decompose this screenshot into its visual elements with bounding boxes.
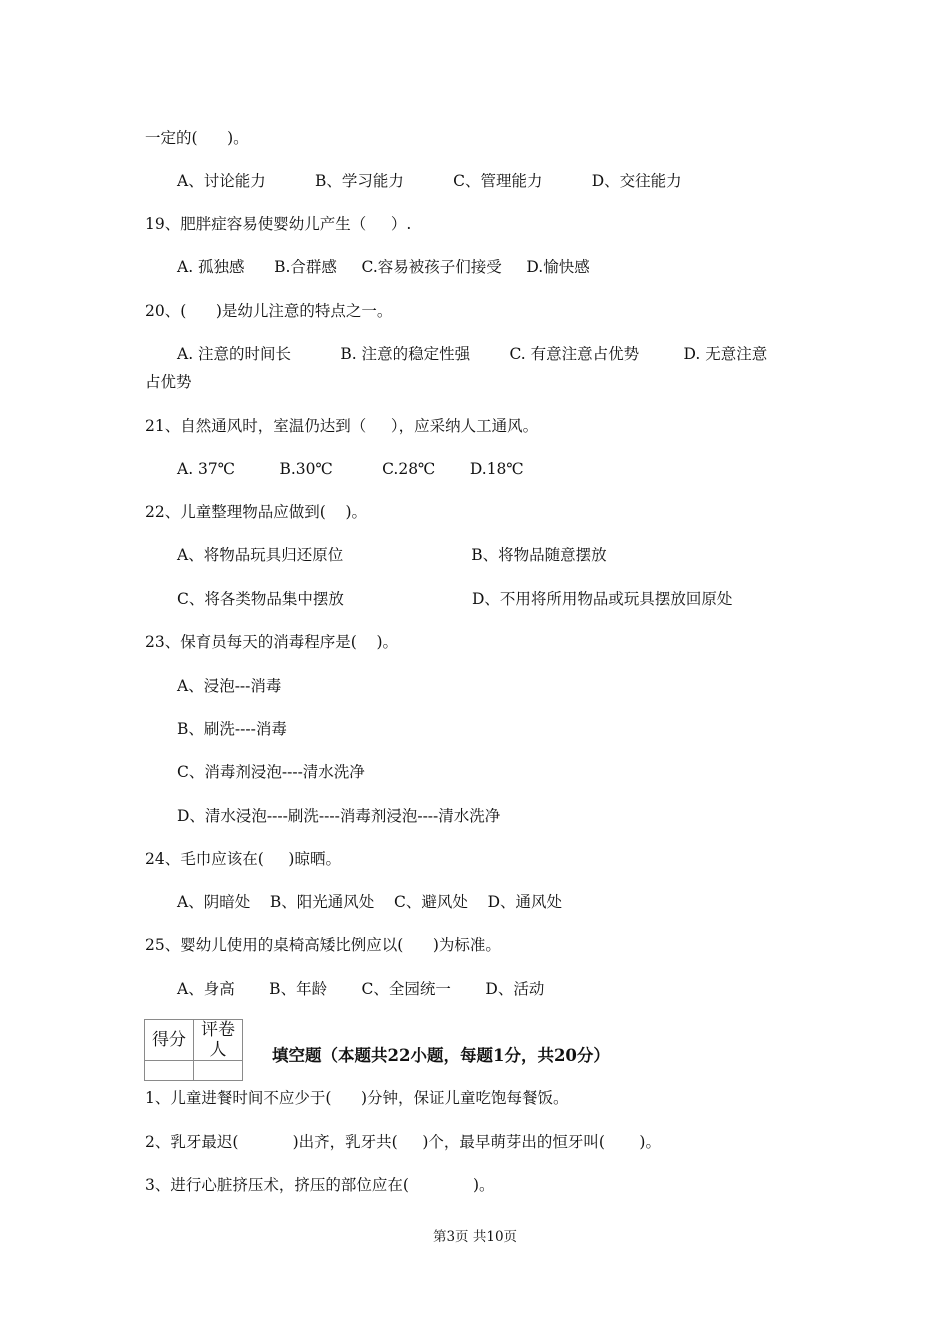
question-22-options-cd: C、将各类物品集中摆放 D、不用将所用物品或玩具摆放回原处 [177, 590, 733, 608]
question-22-options-ab: A、将物品玩具归还原位 B、将物品随意摆放 [177, 546, 607, 564]
question-20-options-wrap: 占优势 [145, 373, 192, 391]
question-23-option-a: A、浸泡---消毒 [177, 677, 282, 695]
question-21-options: A. 37℃ B.30℃ C.28℃ D.18℃ [177, 460, 524, 478]
fill-question-1: 1、儿童进餐时间不应少于( )分钟，保证儿童吃饱每餐饭。 [145, 1089, 569, 1107]
page-footer: 第3页 共10页 [432, 1229, 518, 1245]
question-24-stem: 24、毛巾应该在( )晾晒。 [145, 850, 341, 868]
question-23-option-d: D、清水浸泡----刷洗----消毒剂浸泡----清水洗净 [177, 807, 501, 825]
question-22-stem: 22、儿童整理物品应做到( )。 [145, 503, 368, 521]
question-21-stem: 21、自然通风时，室温仍达到（ ），应采纳人工通风。 [145, 417, 539, 435]
question-20-options: A. 注意的时间长 B. 注意的稳定性强 C. 有意注意占优势 D. 无意注意 [177, 345, 768, 363]
score-box [144, 1019, 243, 1081]
grader-label: 评卷人 [194, 1020, 243, 1061]
question-23-option-c: C、消毒剂浸泡----清水洗净 [177, 763, 365, 781]
fill-question-3: 3、进行心脏挤压术，挤压的部位应在( )。 [145, 1176, 495, 1194]
question-25-options: A、身高 B、年龄 C、全园统一 D、活动 [177, 980, 545, 998]
question-19-stem: 19、肥胖症容易使婴幼儿产生（ ）. [145, 215, 412, 233]
question-23-option-b: B、刷洗----消毒 [177, 720, 287, 738]
question-19-options: A. 孤独感 B.合群感 C.容易被孩子们接受 D.愉快感 [177, 258, 590, 276]
question-18-stem-continuation: 一定的( )。 [145, 129, 249, 147]
section-title: 填空题（本题共22小题，每题1分，共20分） [272, 1046, 610, 1065]
question-24-options: A、阴暗处 B、阳光通风处 C、避风处 D、通风处 [177, 893, 562, 911]
fill-question-2: 2、乳牙最迟( )出齐，乳牙共( )个，最早萌芽出的恒牙叫( )。 [145, 1133, 661, 1151]
question-23-stem: 23、保育员每天的消毒程序是( )。 [145, 633, 399, 651]
grader-cell [194, 1061, 243, 1081]
score-cell [145, 1061, 194, 1081]
question-25-stem: 25、婴幼儿使用的桌椅高矮比例应以( )为标准。 [145, 936, 501, 954]
question-20-stem: 20、( )是幼儿注意的特点之一。 [145, 302, 393, 320]
score-label: 得分 [145, 1020, 194, 1061]
question-18-options: A、讨论能力 B、学习能力 C、管理能力 D、交往能力 [177, 172, 682, 190]
